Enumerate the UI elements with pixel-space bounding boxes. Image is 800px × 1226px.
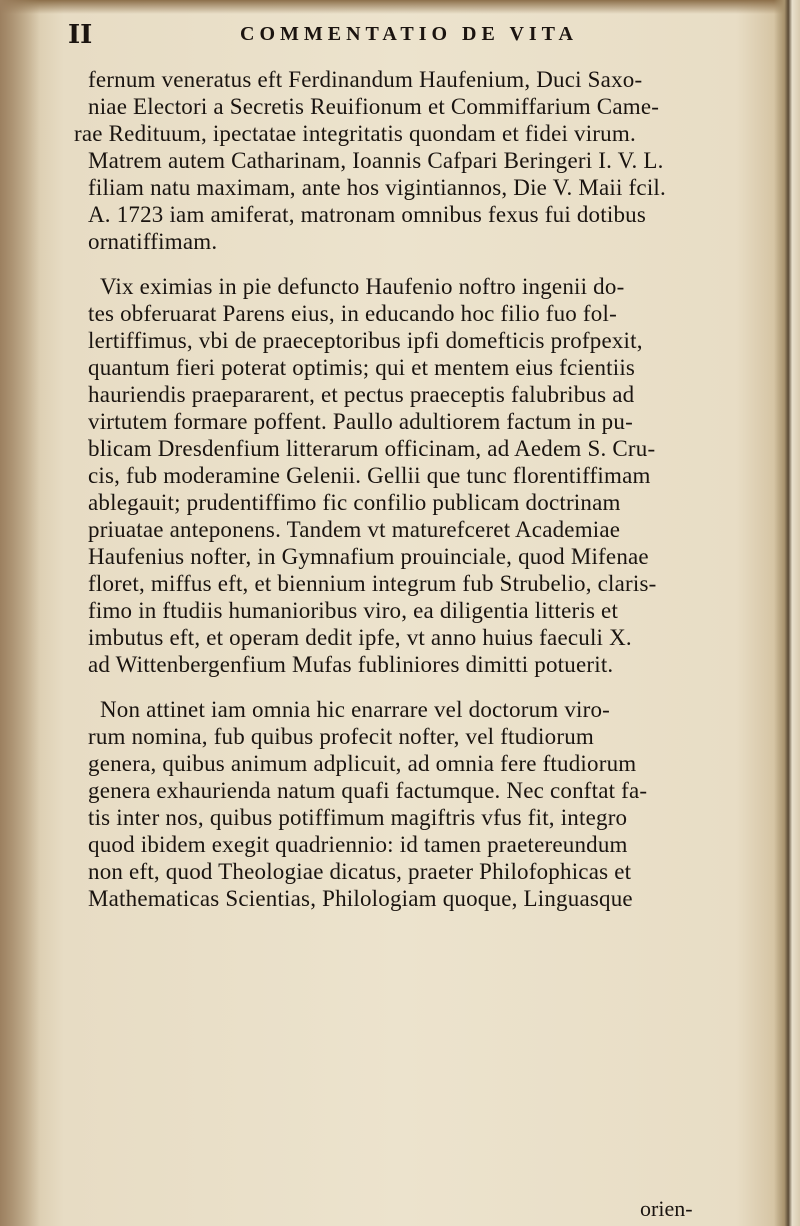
paragraph-2 <box>88 273 738 678</box>
text-line: quod ibidem exegit quadriennio: id tamen praetereundum <box>88 832 628 857</box>
running-head: COMMENTATIO DE VITA <box>240 23 578 45</box>
page-header <box>60 20 760 60</box>
text-line: lertiffimus, vbi de praeceptoribus ipfi domefticis profpexit, <box>88 328 643 353</box>
paragraph-gap <box>88 255 738 273</box>
text-line: imbutus eft, et operam dedit ipfe, vt anno huius faeculi X. <box>88 625 632 650</box>
text-line: Matrem autem Catharinam, Ioannis Cafpari Beringeri I. V. L. <box>88 148 664 173</box>
text-line: tes obferuarat Parens eius, in educando hoc filio fuo fol- <box>88 301 617 326</box>
text-line: filiam natu maximam, ante hos vigintiannos, Die V. Maii fcil. <box>88 175 666 200</box>
page-number: II <box>68 20 93 50</box>
text-line: non eft, quod Theologiae dicatus, praeter Philofophicas et <box>88 859 632 884</box>
text-line: floret, miffus eft, et biennium integrum fub Strubelio, claris- <box>88 571 657 596</box>
body-text <box>74 66 738 912</box>
text-line: tis inter nos, quibus potiffimum magiftris vfus fit, integro <box>88 805 628 830</box>
text-line: genera exhaurienda natum quafi factumque. Nec conftat fa- <box>88 778 648 803</box>
text-line: ablegauit; prudentiffimo fic confilio publicam doctrinam <box>88 490 621 515</box>
text-line: hauriendis praepararent, et pectus praeceptis falubribus ad <box>88 382 635 407</box>
text-line: fernum veneratus eft Ferdinandum Haufenium, Duci Saxo- <box>88 67 643 92</box>
text-line: fimo in ftudiis humanioribus viro, ea diligentia litteris et <box>88 598 619 623</box>
text-line: genera, quibus animum adplicuit, ad omnia fere ftudiorum <box>88 751 637 776</box>
text-line: Mathematicas Scientias, Philologiam quoque, Linguasque <box>88 886 633 911</box>
text-line: ornatiffimam. <box>88 229 218 254</box>
text-line: Non attinet iam omnia hic enarrare vel doctorum viro- <box>100 697 611 722</box>
text-line: priuatae anteponens. Tandem vt maturefceret Academiae <box>88 517 621 542</box>
paragraph-gap <box>88 678 738 696</box>
text-line: cis, fub moderamine Gelenii. Gellii que tunc florentiffimam <box>88 463 651 488</box>
text-line: rum nomina, fub quibus profecit nofter, vel ftudiorum <box>88 724 594 749</box>
text-line: virtutem formare poffent. Paullo adultiorem factum in pu- <box>88 409 633 434</box>
page-edge <box>774 0 800 1226</box>
text-line: quantum fieri poterat optimis; qui et mentem eius fcientiis <box>88 355 636 380</box>
gutter-shadow <box>0 0 40 1226</box>
catchword: orien- <box>640 1196 693 1221</box>
text-line: Haufenius nofter, in Gymnafium prouinciale, quod Mifenae <box>88 544 649 569</box>
text-line: ad Wittenbergenfium Mufas fubliniores dimitti potuerit. <box>88 652 614 677</box>
paragraph-1 <box>74 66 738 255</box>
top-shadow <box>0 0 800 14</box>
text-line: blicam Dresdenfium litterarum officinam, ad Aedem S. Cru- <box>88 436 656 461</box>
text-line: A. 1723 iam amiferat, matronam omnibus fexus fui dotibus <box>88 202 646 227</box>
paragraph-3 <box>88 696 738 912</box>
text-line: Vix eximias in pie defuncto Haufenio noftro ingenii do- <box>100 274 625 299</box>
text-line: niae Electori a Secretis Reuifionum et Commiffarium Came- <box>88 94 660 119</box>
text-line: rae Redituum, ipectatae integritatis quondam et fidei virum. <box>74 121 636 146</box>
